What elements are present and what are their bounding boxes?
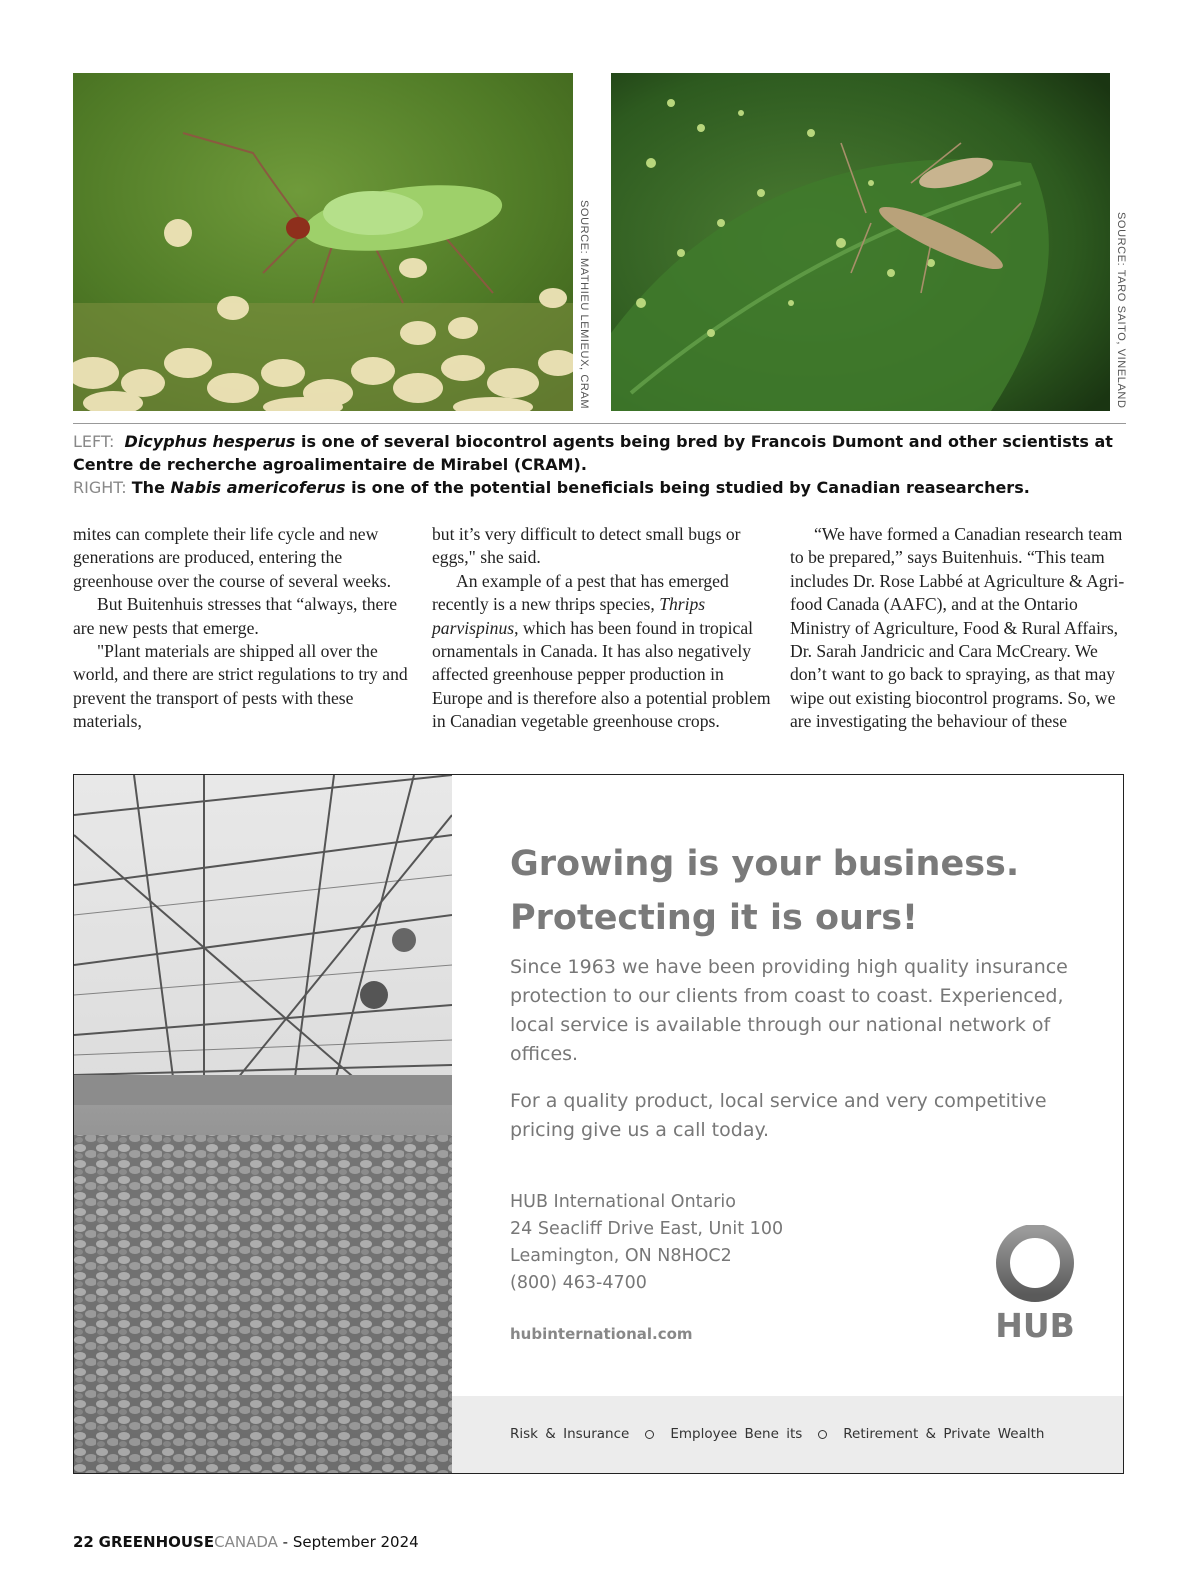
photo-caption [73, 430, 1133, 499]
issue-date: - September 2024 [282, 1533, 419, 1551]
service-employee-benefits: Employee Bene its [670, 1426, 803, 1442]
caption-right-pre: The [131, 478, 171, 497]
article-paragraph [432, 570, 772, 734]
publication-name: GREENHOUSE [98, 1533, 215, 1551]
ad-headline [510, 837, 1019, 945]
address-street: 24 Seacliff Drive East, Unit 100 [510, 1219, 784, 1239]
caption-right-text: is one of the potential beneficials being studied by Canadian reasearchers. [345, 478, 1030, 497]
article-paragraph: "Plant materials are shipped all over the world, and there are strict regulations to try and prevent the transport of pests with these materials, [73, 641, 408, 732]
bullet-icon [818, 1430, 827, 1439]
publication-country: CANADA [214, 1533, 278, 1551]
right-photo-credit: SOURCE: TARO SAITO, VINELAND [1115, 212, 1127, 409]
caption-right [73, 476, 1133, 499]
article-text: An example of a pest that has emerged recently is a new thrips species, [432, 570, 729, 615]
caption-left-tag: LEFT: [73, 432, 115, 451]
service-retirement-wealth: Retirement & Private Wealth [843, 1426, 1045, 1442]
caption-left-species: Dicyphus hesperus [124, 432, 296, 451]
page-number: 22 [73, 1533, 94, 1551]
caption-left [73, 430, 1133, 476]
services-list [510, 1426, 1044, 1442]
service-risk-insurance: Risk & Insurance [510, 1426, 630, 1442]
article-paragraph: but it’s very difficult to detect small bugs or eggs," she said. [432, 524, 741, 568]
caption-divider [73, 423, 1126, 424]
address-name: HUB International Ontario [510, 1192, 737, 1212]
article-text: , which has been found in tropical ornamentals in Canada. It has also negatively affected greenhouse pepper production in Europe and is therefore also a potential problem in Canadian vegetable greenhouse crops. [432, 617, 771, 732]
page-footer [73, 1533, 419, 1551]
left-photo-credit: SOURCE: MATHIEU LEMIEUX, CRAM [578, 200, 590, 410]
address-phone: (800) 463-4700 [510, 1273, 647, 1293]
article-column-1 [73, 523, 413, 734]
caption-right-species: Nabis americoferus [170, 478, 346, 497]
hub-logo-text: HUB [995, 1306, 1075, 1345]
ad-body-1: Since 1963 we have been providing high quality insurance protection to our clients from coast to coast. Experienced, local service is available through our national network of offices. [510, 956, 1068, 1065]
article-paragraph: “We have formed a Canadian research team to be prepared,” says Buitenhuis. “This team includes Dr. Rose Labbé at Agriculture & Agri-food Canada (AAFC), and at the Ontario Ministry of Agriculture, Food & Rural Affairs, Dr. Sarah Jandricic and Cara McCreary. We don’t want to go back to spraying, as that may wipe out existing biocontrol programs. So, we are investigating the behaviour of these [790, 524, 1125, 732]
ad-headline-line-1: Growing is your business. [510, 844, 1020, 884]
left-photo-dicyphus [73, 73, 573, 411]
address-city: Leamington, ON N8HOC2 [510, 1246, 732, 1266]
ad-headline-line-2: Protecting it is ours! [510, 898, 919, 938]
article-column-3 [790, 523, 1130, 734]
caption-right-tag: RIGHT: [73, 478, 127, 497]
article-column-2 [432, 523, 772, 734]
bullet-icon [645, 1430, 654, 1439]
hub-advertisement [73, 774, 1124, 1474]
article-paragraph: mites can complete their life cycle and new generations are produced, entering the greenhouse over the course of several weeks. [73, 524, 392, 591]
article-paragraph: But Buitenhuis stresses that “always, there are new pests that emerge. [73, 594, 398, 638]
hub-logo [992, 1225, 1078, 1345]
ad-website-link[interactable]: hubinternational.com [510, 1325, 693, 1343]
ad-services-bar [452, 1396, 1124, 1473]
greenhouse-photo [74, 775, 452, 1473]
article-species: Thrips parvispinus [432, 594, 706, 638]
ad-body-2: For a quality product, local service and very competitive pricing give us a call today. [510, 1090, 1047, 1141]
ad-address [510, 1189, 783, 1297]
caption-left-text: is one of several biocontrol agents being bred by Francois Dumont and other scientists at Centre de recherche agroalimentaire de Mirabel (CRAM). [73, 432, 1113, 474]
right-photo-nabis [611, 73, 1110, 411]
